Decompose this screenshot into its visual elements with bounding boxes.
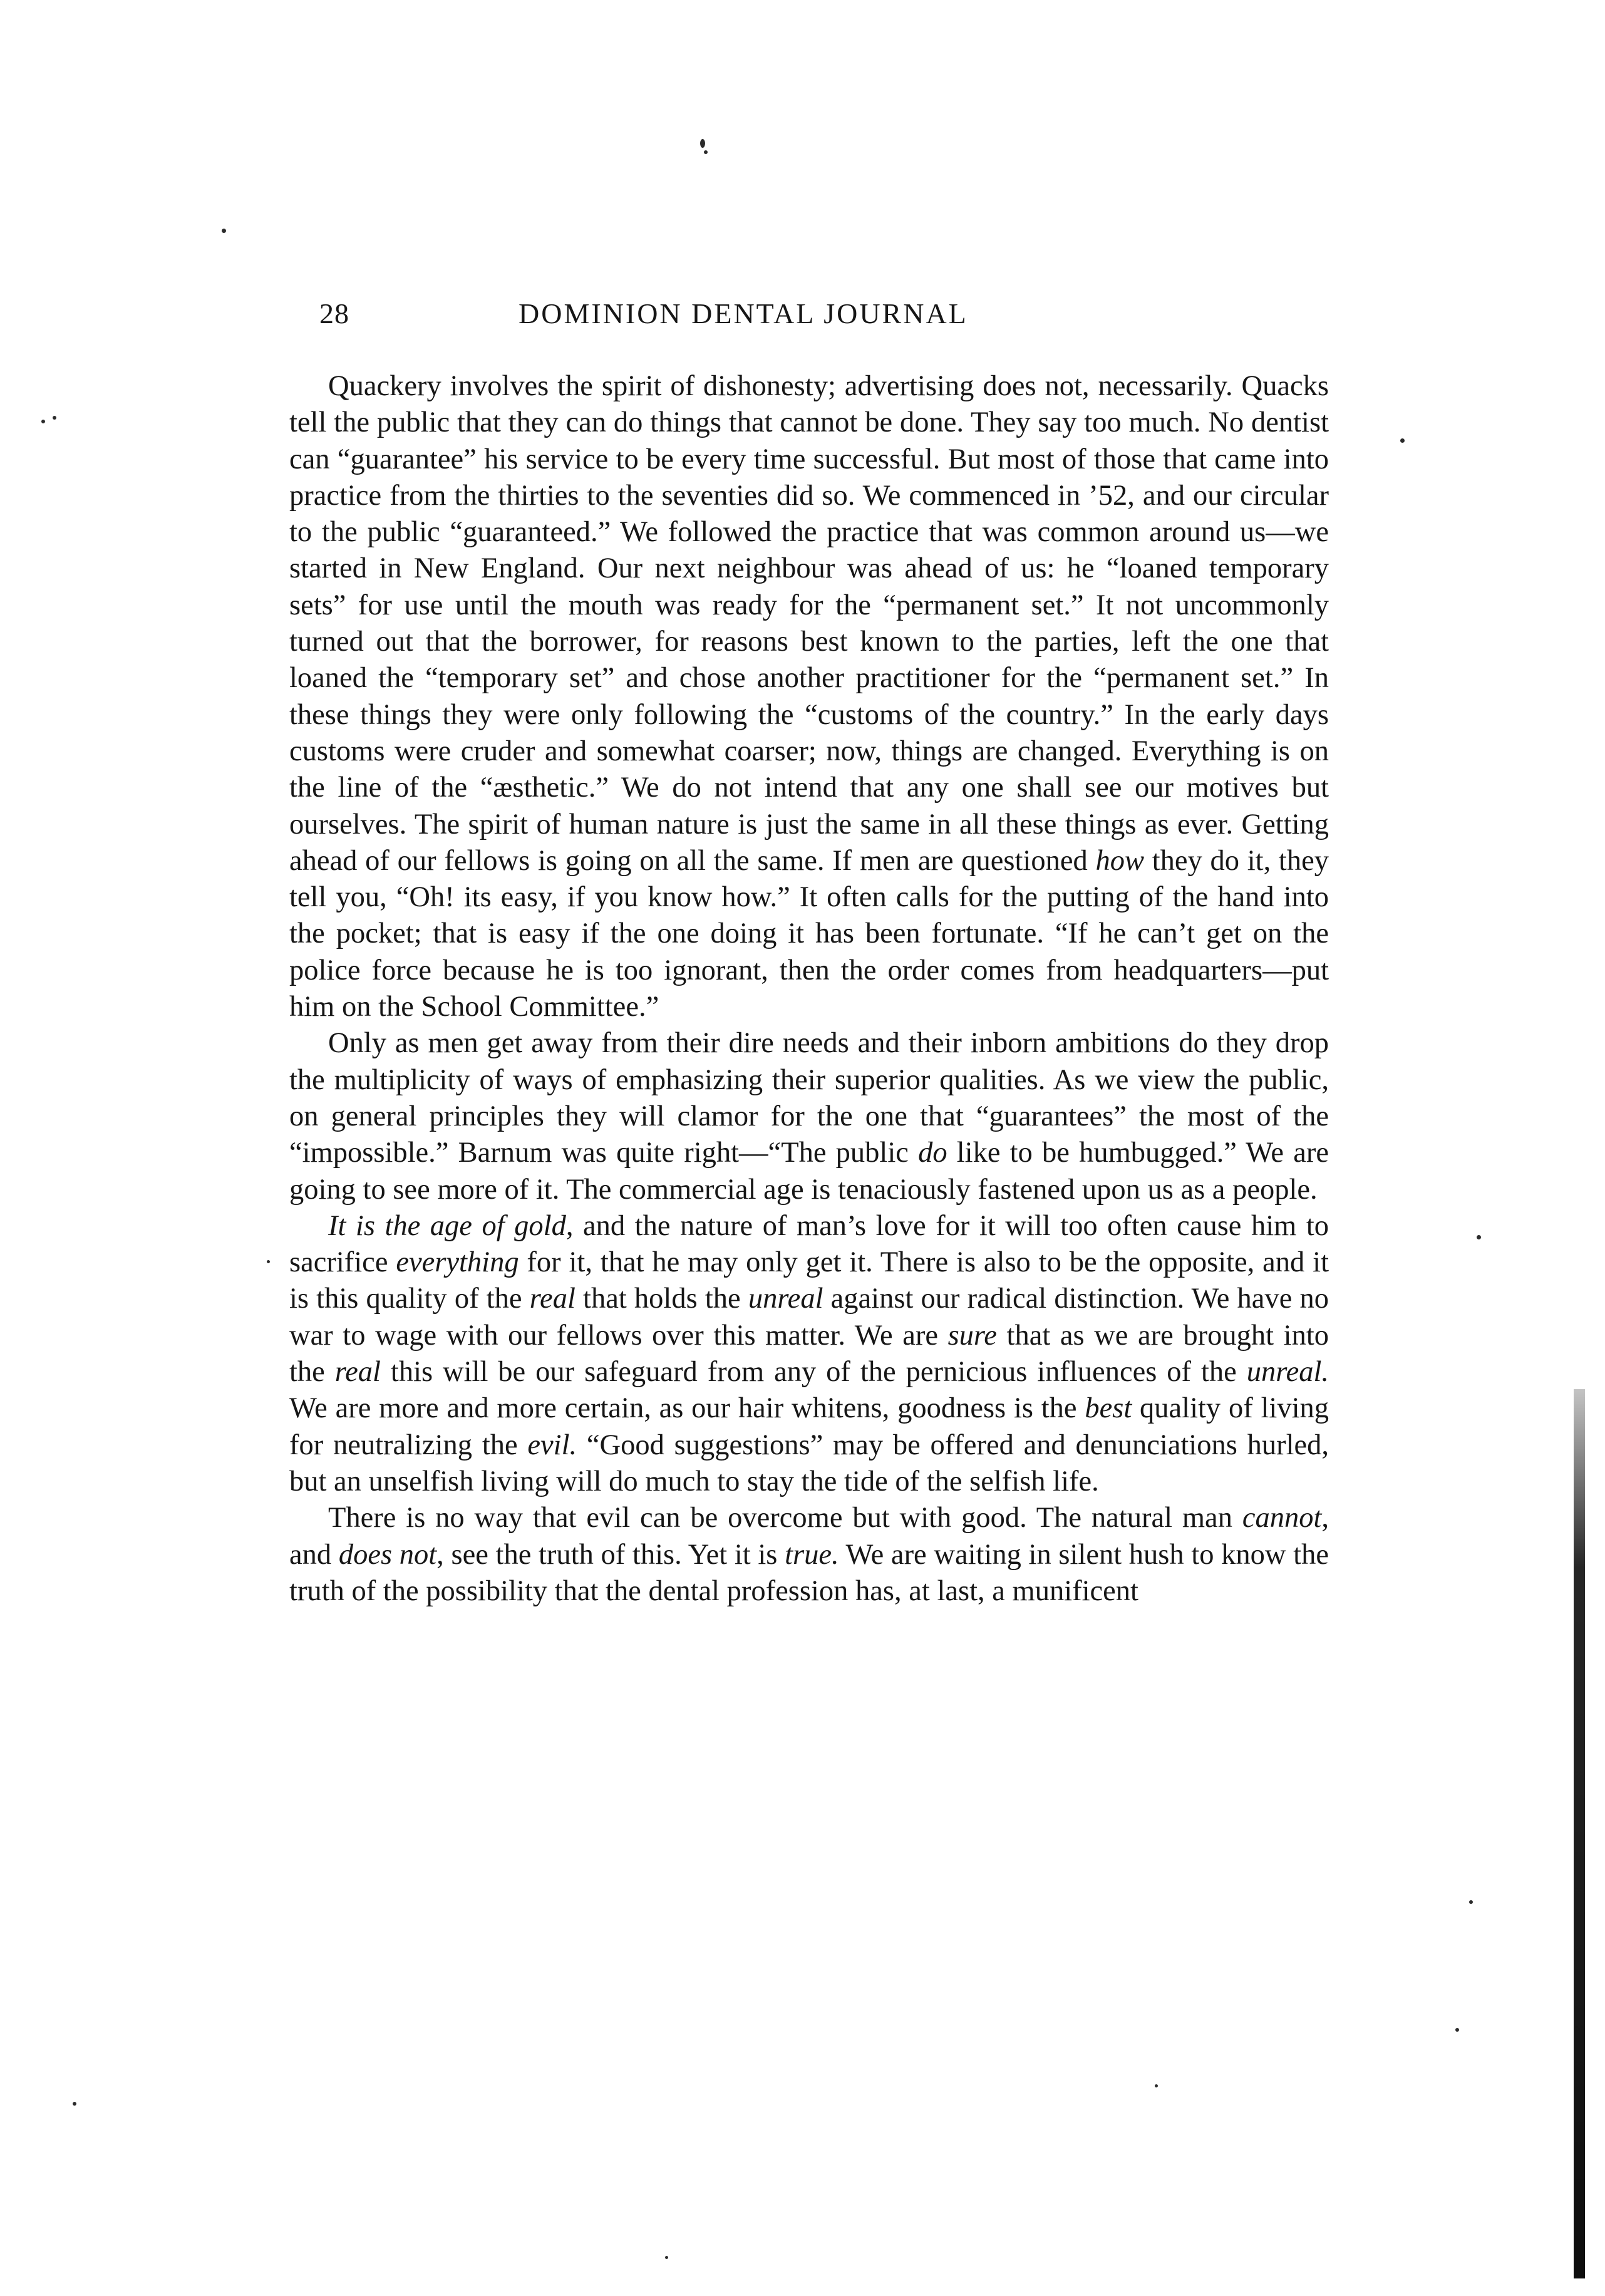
text-run: , and the nature of man’s love for it will too often cause him to sacrifice (289, 1209, 1329, 1279)
scan-speck (665, 2256, 668, 2259)
binding-shadow (1574, 1389, 1585, 2278)
emphasis-run: unreal (748, 1283, 823, 1315)
emphasis-run: It is the age of gold (328, 1209, 566, 1242)
scan-speck (73, 2102, 76, 2106)
emphasis-run: does not (338, 1538, 437, 1571)
scan-speck (267, 1260, 270, 1263)
scan-speck (53, 416, 56, 420)
scan-speck (222, 229, 226, 233)
text-run: We are waiting in silent hush to know the truth of the possibility that the dental profession has, at last, a munificent (289, 1538, 1329, 1607)
text-run: quality of living for neutralizing the (289, 1392, 1329, 1461)
scan-speck (1469, 1900, 1473, 1904)
text-run: , and (289, 1502, 1329, 1571)
text-run: There is no way that evil can be overcome but with good. The natural man (328, 1502, 1242, 1534)
emphasis-run: evil. (527, 1429, 577, 1461)
scan-speck (1155, 2084, 1158, 2087)
text-run: “Good suggestions” may be offered and denunciations hurled, but an unselfish living will do much to stay the tide of the selfish life. (289, 1429, 1329, 1497)
emphasis-run: everything (396, 1246, 519, 1279)
emphasis-run: sure (947, 1319, 997, 1352)
text-run: that holds the (575, 1283, 748, 1315)
text-run: against our radical distinction. We have no war to wage with our fellows over this matter. We are (289, 1283, 1329, 1352)
emphasis-run: unreal. (1246, 1356, 1329, 1388)
paragraph (289, 1025, 1329, 1207)
page-number: 28 (319, 297, 349, 329)
article-body (289, 368, 1329, 1610)
scan-speck (1400, 438, 1405, 443)
scan-speck (1477, 1235, 1481, 1239)
emphasis-run: best (1085, 1392, 1132, 1425)
text-run: they do it, they tell you, “Oh! its easy, if you know how.” It often calls for the putting of the hand into the pocket; that is easy if the one doing it has been fortunate. “If he can’t get on the police force because he is too ignorant, then the order comes from headquarters—put him on the School Committee.” (289, 844, 1329, 1023)
running-head: DOMINION DENTAL JOURNAL (519, 297, 968, 329)
scan-speck (700, 139, 705, 148)
emphasis-run: cannot (1242, 1502, 1322, 1534)
emphasis-run: real (334, 1356, 381, 1388)
scan-speck (1455, 2028, 1459, 2032)
text-run: Only as men get away from their dire needs and their inborn ambitions do they drop the multiplicity of ways of emphasizing their superior qualities. As we view the public, on general principles they will clamor for the one that “guarantees” the most of the “impossible.” Barnum was quite right—“The public (289, 1027, 1329, 1169)
emphasis-run: true. (785, 1538, 839, 1571)
page-header (319, 294, 1325, 338)
text-run: Quackery involves the spirit of dishonesty; advertising does not, necessarily. Quacks tell the public that they can do things that cannot be done. They say too much. No dentist can “guarantee” his service to be every time successful. But most of those that came into practice from the thirties to the seventies did so. We commenced in ’52, and our circular to the public “guaranteed.” We followed the practice that was common around us—we started in New England. Our next neighbour was ahead of us: he “loaned temporary sets” for use until the mouth was ready for the “permanent set.” It not uncommonly turned out that the borrower, for reasons best known to the parties, left the one that loaned the “temporary set” and chose another practitioner for the “permanent set.” In these things they were only following the “customs of the country.” In the early days customs were cruder and somewhat coarser; now, things are changed. Everything is on the line of the “æsthetic.” We do not intend that any one shall see our motives but ourselves. The spirit of human nature is just the same in all these things as ever. Getting ahead of our fellows is going on all the same. If men are questioned (289, 370, 1329, 877)
emphasis-run: how (1095, 844, 1144, 877)
scan-speck (41, 420, 45, 423)
text-run: that as we are brought into the (289, 1319, 1329, 1388)
text-run: this will be our safeguard from any of the pernicious influences of the (380, 1356, 1247, 1388)
scan-speck (704, 150, 708, 154)
text-run: , see the truth of this. Yet it is (436, 1538, 785, 1571)
text-run: like to be humbugged.” We are going to see more of it. The commercial age is tenaciously fastened upon us as a people. (289, 1137, 1329, 1206)
text-run: for it, that he may only get it. There is also to be the opposite, and it is this quality of the (289, 1246, 1329, 1315)
paragraph (289, 368, 1329, 1025)
paragraph (289, 1500, 1329, 1610)
paragraph (289, 1208, 1329, 1500)
text-run: We are more and more certain, as our hair whitens, goodness is the (289, 1392, 1085, 1425)
emphasis-run: real (529, 1283, 575, 1315)
emphasis-run: do (918, 1137, 947, 1169)
